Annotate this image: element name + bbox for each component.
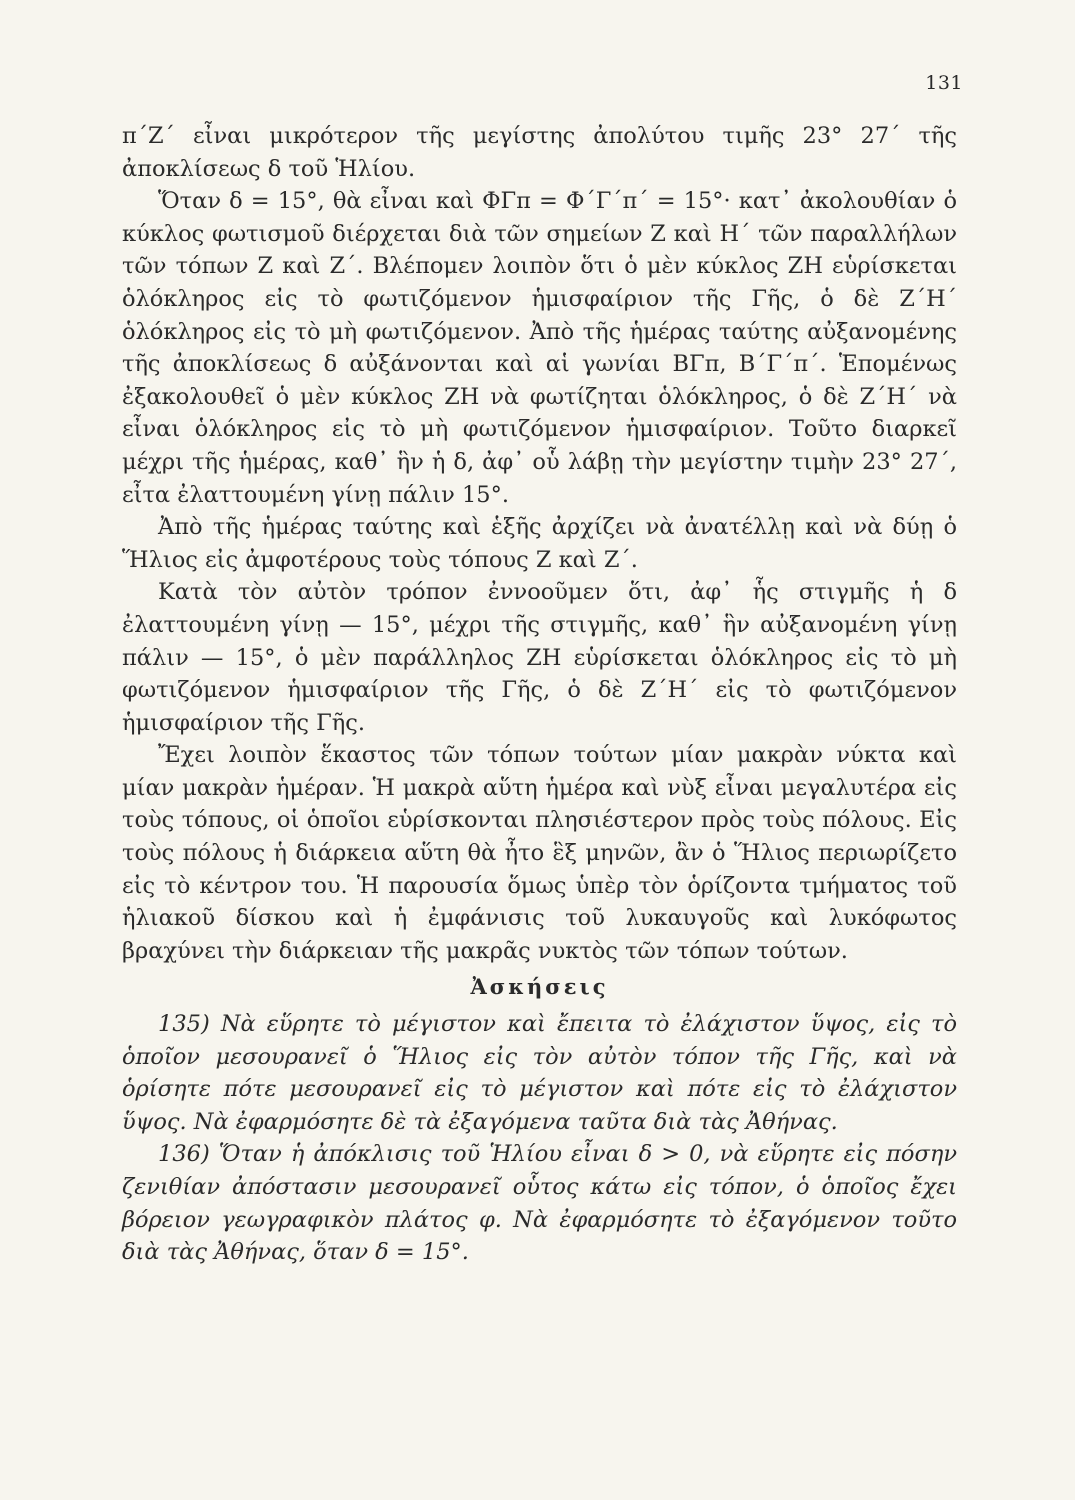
page-body bbox=[122, 120, 957, 1269]
paragraph-5: Ἔχει λοιπὸν ἕκαστος τῶν τόπων τούτων μίαν μακρὰν νύκτα καὶ μίαν μακρὰν ἡμέραν. Ἡ μακρὰ αὕτη ἡμέρα καὶ νὺξ εἶναι μεγαλυτέρα εἰς τοὺς τόπους, οἱ ὁποῖοι εὑρίσκονται πλησιέστερον πρὸς τοὺς πόλους. Εἰς τοὺς πόλους ἡ διάρκεια αὕτη θὰ ἦτο ἓξ μηνῶν, ἂν ὁ Ἥλιος περιωρίζετο εἰς τὸ κέντρον του. Ἡ παρουσία ὅμως ὑπὲρ τὸν ὁρίζοντα τμήματος τοῦ ἡλιακοῦ δίσκου καὶ ἡ ἐμφάνισις τοῦ λυκαυγοῦς καὶ λυκόφωτος βραχύνει τὴν διάρκειαν τῆς μακρᾶς νυκτὸς τῶν τόπων τούτων. bbox=[122, 742, 957, 964]
paragraph-4: Κατὰ τὸν αὐτὸν τρόπον ἐννοοῦμεν ὅτι, ἀφ᾽ ἧς στιγμῆς ἡ δ ἐλαττουμένη γίνῃ — 15°, μέχρι τῆς στιγμῆς, καθ᾽ ἣν αὐξανομένη γίνῃ πάλιν — 15°, ὁ μὲν παράλληλος ΖΗ εὑρίσκεται ὁλόκληρος εἰς τὸ μὴ φωτιζόμενον ἡμισφαίριον τῆς Γῆς, ὁ δὲ Ζ΄Η΄ εἰς τὸ φωτιζόμενον ἡμισφαίριον τῆς Γῆς. bbox=[122, 579, 957, 736]
exercise-135: 135) Νὰ εὕρητε τὸ μέγιστον καὶ ἔπειτα τὸ ἐλάχιστον ὕψος, εἰς τὸ ὁποῖον μεσουρανεῖ ὁ Ἥλιος εἰς τὸν αὐτὸν τόπον τῆς Γῆς, καὶ νὰ ὁρίσητε πότε μεσουρανεῖ εἰς τὸ μέγιστον καὶ πότε εἰς τὸ ἐλάχιστον ὕψος. Νὰ ἐφαρμόσητε δὲ τὰ ἐξαγόμενα ταῦτα διὰ τὰς Ἀθήνας. bbox=[122, 1011, 957, 1135]
paragraph-3: Ἀπὸ τῆς ἡμέρας ταύτης καὶ ἑξῆς ἀρχίζει νὰ ἀνατέλλῃ καὶ νὰ δύῃ ὁ Ἥλιος εἰς ἀμφοτέρους τοὺς τόπους Ζ καὶ Ζ΄. bbox=[122, 514, 957, 573]
paragraph-2: Ὅταν δ = 15°, θὰ εἶναι καὶ ΦΓπ = Φ΄Γ΄π΄ = 15°· κατ᾽ ἀκολουθίαν ὁ κύκλος φωτισμοῦ διέρχεται διὰ τῶν σημείων Ζ καὶ Η΄ τῶν παραλλήλων τῶν τόπων Ζ καὶ Ζ΄. Βλέπομεν λοιπὸν ὅτι ὁ μὲν κύκλος ΖΗ εὑρίσκεται ὁλόκληρος εἰς τὸ φωτιζόμενον ἡμισφαίριον τῆς Γῆς, ὁ δὲ Ζ΄Η΄ ὁλόκληρος εἰς τὸ μὴ φωτιζόμενον. Ἀπὸ τῆς ἡμέρας ταύτης αὐξανομένης τῆς ἀποκλίσεως δ αὐξάνονται καὶ αἱ γωνίαι ΒΓπ, Β΄Γ΄π΄. Ἑπομένως ἐξακολουθεῖ ὁ μὲν κύκλος ΖΗ νὰ φωτίζηται ὁλόκληρος, ὁ δὲ Ζ΄Η΄ νὰ εἶναι ὁλόκληρος εἰς τὸ μὴ φωτιζόμενον ἡμισφαίριον. Τοῦτο διαρκεῖ μέχρι τῆς ἡμέρας, καθ᾽ ἣν ἡ δ, ἀφ᾽ οὗ λάβῃ τὴν μεγίστην τιμὴν 23° 27΄, εἶτα ἐλαττουμένη γίνῃ πάλιν 15°. bbox=[122, 188, 957, 508]
exercises-heading: Ἀσκήσεις bbox=[470, 974, 609, 1000]
page-number: 131 bbox=[925, 72, 963, 94]
exercise-136: 136) Ὅταν ἡ ἀπόκλισις τοῦ Ἡλίου εἶναι δ > 0, νὰ εὕρητε εἰς πόσην ζενιθίαν ἀπόστασιν μεσουρανεῖ οὗτος κάτω εἰς τόπον, ὁ ὁποῖος ἔχει βόρειον γεωγραφικὸν πλάτος φ. Νὰ ἐφαρμόσητε τὸ ἐξαγόμενον τοῦτο διὰ τὰς Ἀθήνας, ὅταν δ = 15°. bbox=[122, 1141, 957, 1266]
paragraph-1: π΄Ζ΄ εἶναι μικρότερον τῆς μεγίστης ἀπολύτου τιμῆς 23° 27΄ τῆς ἀποκλίσεως δ τοῦ Ἡλίου. bbox=[122, 123, 957, 182]
